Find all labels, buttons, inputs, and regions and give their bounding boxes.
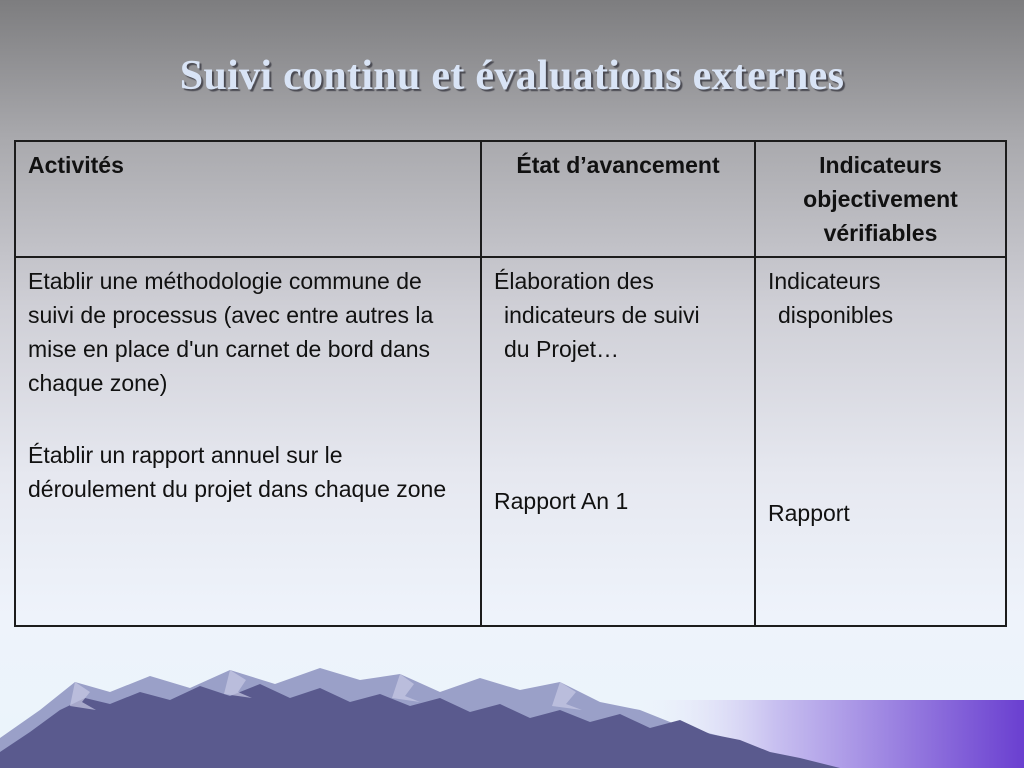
indicator-report: Rapport bbox=[768, 500, 850, 526]
cell-activities bbox=[15, 257, 481, 626]
status-line-3: du Projet… bbox=[504, 336, 620, 362]
activity-annual-report: Établir un rapport annuel sur le déroulement du projet dans chaque zone bbox=[28, 442, 447, 502]
cell-indicators bbox=[755, 257, 1006, 626]
cell-status bbox=[481, 257, 755, 626]
activity-methodology: Etablir une méthodologie commune de suivi de processus (avec entre autres la mise en place d'un carnet de bord dans chaque zone) bbox=[28, 268, 434, 396]
mountain-landscape-decoration bbox=[0, 640, 1024, 768]
indicator-line-2: disponibles bbox=[778, 302, 894, 328]
header-indicators-line-3: vérifiables bbox=[823, 220, 938, 246]
indicator-line-1: Indicateurs bbox=[768, 268, 881, 294]
monitoring-table bbox=[14, 140, 1007, 627]
header-indicators-line-2: objectivement bbox=[803, 186, 958, 212]
status-line-1: Élaboration des bbox=[494, 268, 654, 294]
header-indicators bbox=[755, 141, 1006, 257]
header-activities: Activités bbox=[15, 141, 481, 257]
table-row bbox=[15, 257, 1006, 626]
header-status: État d’avancement bbox=[481, 141, 755, 257]
table-header-row bbox=[15, 141, 1006, 257]
header-indicators-line-1: Indicateurs bbox=[819, 152, 942, 178]
slide-title: Suivi continu et évaluations externes bbox=[179, 53, 845, 99]
status-line-2: indicateurs de suivi bbox=[504, 302, 700, 328]
status-annual-report: Rapport An 1 bbox=[494, 488, 629, 514]
